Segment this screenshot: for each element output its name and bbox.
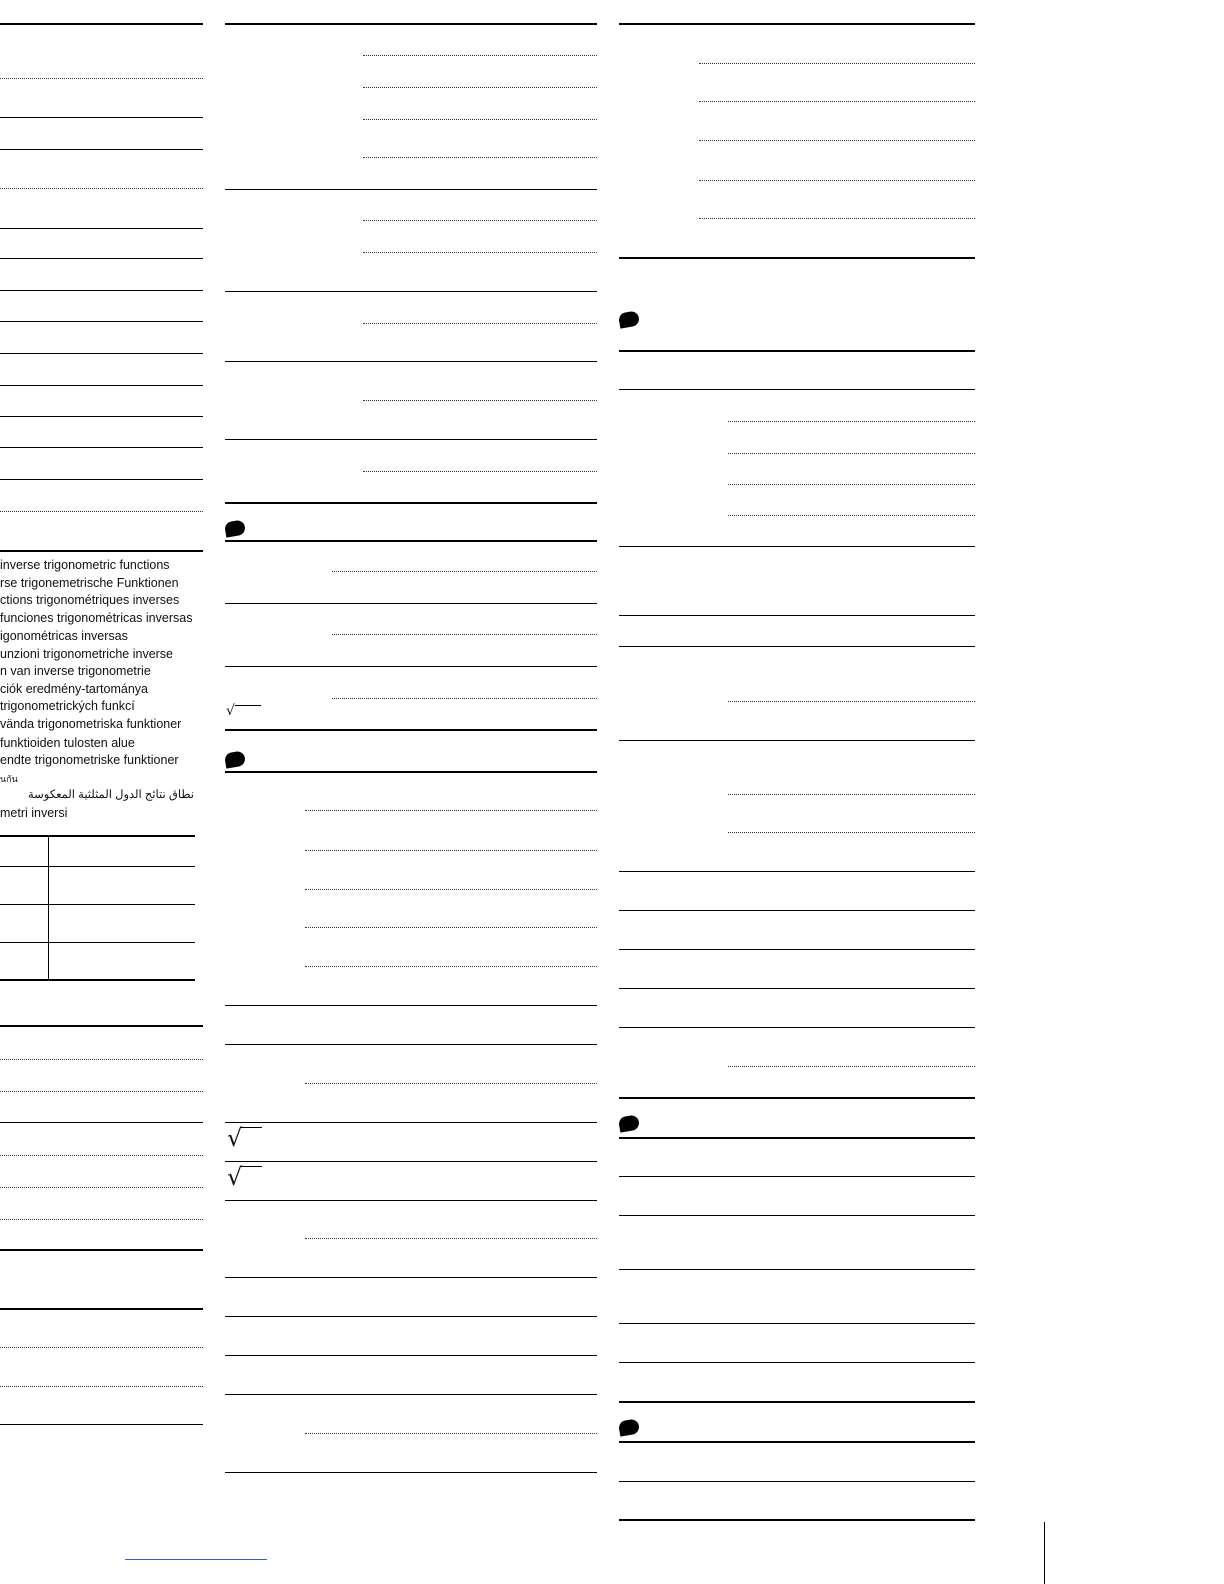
dotted-rule [363, 400, 597, 401]
dotted-rule [699, 140, 975, 141]
dotted-rule [0, 1091, 203, 1092]
rule [0, 479, 203, 480]
dotted-rule [305, 1083, 597, 1084]
rule [225, 1355, 597, 1356]
dotted-rule [305, 966, 597, 967]
dotted-rule [0, 511, 203, 512]
dotted-rule [305, 889, 597, 890]
dotted-rule [0, 1187, 203, 1188]
dotted-rule [363, 220, 597, 221]
translation-line: funktioiden tulosten alue [0, 736, 135, 750]
rule [0, 321, 203, 322]
rule [225, 1200, 597, 1201]
rule [225, 1161, 597, 1162]
sqrt-symbol [227, 1124, 242, 1152]
rule [0, 149, 203, 150]
sqrt-symbol [226, 703, 235, 719]
dotted-rule [699, 101, 975, 102]
translation-line: funciones trigonométricas inversas [0, 611, 193, 625]
rule [225, 729, 597, 731]
dotted-rule [305, 850, 597, 851]
translation-line: n van inverse trigonometrie [0, 664, 151, 678]
translation-line: inverse trigonometric functions [0, 558, 170, 572]
rule [0, 385, 203, 386]
section-bullet-icon [618, 1418, 640, 1436]
rule [619, 1519, 975, 1521]
sqrt-symbol [227, 1163, 242, 1191]
dotted-rule [0, 1059, 203, 1060]
sqrt-glyph: √ [227, 1124, 243, 1152]
rule [619, 1176, 975, 1177]
rule [225, 1277, 597, 1278]
rule [225, 1316, 597, 1317]
rule [0, 1308, 203, 1310]
rule [619, 1362, 975, 1363]
rule [225, 1005, 597, 1006]
rule [225, 1044, 597, 1045]
translation-line: endte trigonometriske funktioner [0, 753, 179, 767]
table-divider [48, 835, 49, 980]
dotted-rule [728, 1066, 975, 1067]
rule [0, 550, 203, 552]
rule [0, 23, 203, 25]
rule [619, 1215, 975, 1216]
dotted-rule [0, 1347, 203, 1348]
section-bullet-icon [224, 750, 246, 768]
rule [225, 666, 597, 667]
dotted-rule [332, 634, 597, 635]
table-rule [0, 942, 195, 943]
section-bullet-icon [224, 519, 246, 537]
link-underline [125, 1559, 267, 1560]
translation-line: metri inversi [0, 806, 68, 820]
table-rule [0, 904, 195, 905]
rule [0, 1424, 203, 1425]
dotted-rule [332, 571, 597, 572]
dotted-rule [0, 188, 203, 189]
rule [0, 117, 203, 118]
rule [619, 1269, 975, 1270]
dotted-rule [363, 157, 597, 158]
rule [619, 1481, 975, 1482]
sqrt-glyph: √ [226, 703, 235, 719]
rule [225, 603, 597, 604]
rule [225, 189, 597, 190]
rule [225, 1122, 597, 1123]
translation-line: ctions trigonométriques inverses [0, 593, 180, 607]
thai-fragment: นกัน [0, 774, 18, 784]
sqrt-bar [240, 1127, 262, 1128]
rule [619, 1323, 975, 1324]
translation-line: vända trigonometriska funktioner [0, 717, 182, 731]
sqrt-bar [235, 705, 261, 706]
rule [0, 1025, 203, 1027]
rule [619, 257, 975, 259]
dotted-rule [728, 453, 975, 454]
dotted-rule [699, 180, 975, 181]
rule [225, 439, 597, 440]
dotted-rule [305, 1433, 597, 1434]
rule [0, 1249, 203, 1251]
rule [619, 646, 975, 647]
rule [619, 949, 975, 950]
dotted-rule [728, 484, 975, 485]
section-bullet-icon [618, 1114, 640, 1132]
arabic-line: نطاق نتائج الدول المثلثية المعكوسة [27, 789, 194, 801]
table-rule [0, 866, 195, 867]
dotted-rule [363, 87, 597, 88]
translation-line: unzioni trigonometriche inverse [0, 647, 174, 661]
translation-line: rse trigonemetrische Funktionen [0, 576, 179, 590]
dotted-rule [305, 810, 597, 811]
translation-line: ciók eredmény-tartománya [0, 682, 148, 696]
dotted-rule [305, 927, 597, 928]
rule [225, 23, 597, 25]
dotted-rule [699, 218, 975, 219]
rule [619, 546, 975, 547]
dotted-rule [728, 421, 975, 422]
rule [619, 910, 975, 911]
dotted-rule [728, 701, 975, 702]
section-bullet-icon [618, 310, 640, 328]
table-rule [0, 979, 195, 981]
rule [619, 871, 975, 872]
dotted-rule [305, 1238, 597, 1239]
rule [225, 361, 597, 362]
rule [619, 1441, 975, 1443]
rule [619, 1027, 975, 1028]
rule [0, 290, 203, 291]
dotted-rule [363, 323, 597, 324]
rule [0, 447, 203, 448]
dotted-rule [363, 119, 597, 120]
sqrt-glyph: √ [227, 1163, 243, 1191]
rule [225, 291, 597, 292]
dotted-rule [0, 78, 203, 79]
rule [619, 1097, 975, 1099]
rule [619, 740, 975, 741]
rule [225, 1394, 597, 1395]
rule [619, 350, 975, 352]
rule [0, 353, 203, 354]
dotted-rule [728, 515, 975, 516]
rule [619, 988, 975, 989]
sqrt-bar [240, 1166, 262, 1167]
dotted-rule [0, 1155, 203, 1156]
rule [225, 771, 597, 773]
table-rule [0, 835, 195, 837]
dotted-rule [363, 471, 597, 472]
translation-line: trigonometrických funkcí [0, 699, 135, 713]
dotted-rule [363, 55, 597, 56]
rule [0, 258, 203, 259]
dotted-rule [699, 63, 975, 64]
rule [0, 1122, 203, 1123]
rule [619, 389, 975, 390]
rule [0, 416, 203, 417]
dotted-rule [728, 832, 975, 833]
rule [225, 540, 597, 542]
rule [619, 615, 975, 616]
rule [619, 1401, 975, 1403]
dotted-rule [363, 252, 597, 253]
dotted-rule [0, 1219, 203, 1220]
dotted-rule [728, 794, 975, 795]
rule [225, 1472, 597, 1473]
dotted-rule [0, 1386, 203, 1387]
rule [619, 1137, 975, 1139]
translation-line: igonométricas inversas [0, 629, 128, 643]
rule [619, 23, 975, 25]
rule [225, 502, 597, 504]
page-edge-rule [1044, 1522, 1045, 1584]
rule [0, 228, 203, 229]
dotted-rule [332, 698, 597, 699]
